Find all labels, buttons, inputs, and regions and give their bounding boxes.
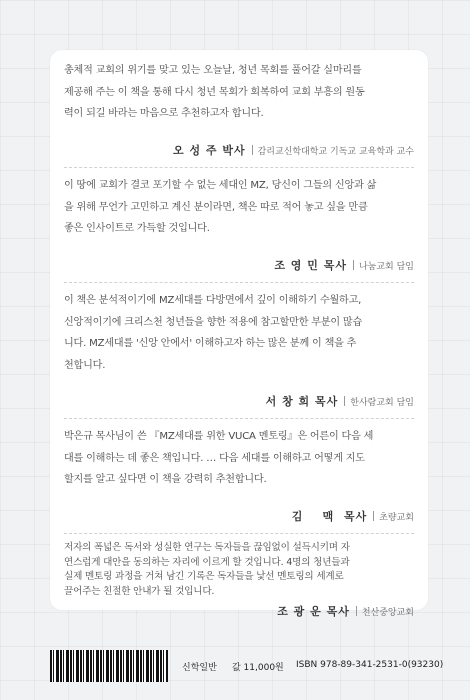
endorsement-4 xyxy=(64,426,414,523)
endorser-signature xyxy=(274,257,414,273)
endorser-affiliation: 천산중앙교회 xyxy=(361,608,414,618)
divider xyxy=(64,282,414,283)
separator xyxy=(252,145,253,155)
endorser-affiliation: 감리교신학대학교 기독교 교육학과 교수 xyxy=(257,147,414,157)
endorser-signature xyxy=(277,603,414,619)
endorser-signature xyxy=(266,393,414,409)
separator xyxy=(356,606,357,616)
isbn-label: ISBN 978-89-341-2531-0(93230) xyxy=(296,660,444,670)
endorser-affiliation: 나눔교회 담임 xyxy=(358,262,414,272)
endorsement-text: 총체적 교회의 위기를 맞고 있는 오늘날, 청년 목회를 풀어갈 실마리를 제공해 주는 이 책을 통해 다시 청년 목회가 회복하여 교회 부흥의 원동 력이 되길 바라는 마음으로 추천하고자 합니다. xyxy=(64,65,365,119)
endorsement-2 xyxy=(64,175,414,272)
divider xyxy=(64,418,414,419)
endorser-affiliation: 한사람교회 담임 xyxy=(350,398,414,408)
endorser-name: 조 광 운 목사 xyxy=(277,605,350,618)
category-label: 신학일반 xyxy=(182,663,217,673)
endorser-name: 서 창 희 목사 xyxy=(265,395,339,408)
price-label: 값 11,000원 xyxy=(232,663,284,673)
endorser-name: 오 성 주 박사 xyxy=(172,144,246,157)
divider xyxy=(64,167,414,168)
endorser-signature xyxy=(173,142,414,158)
endorser-affiliation: 초량교회 xyxy=(379,513,414,523)
separator xyxy=(344,396,345,406)
divider xyxy=(64,533,414,534)
endorsement-panel xyxy=(50,50,428,618)
endorsement-text: 저자의 폭넓은 독서와 성실한 연구는 독자들을 끊임없이 설득시키며 자 연스럽게 대안을 동의하는 자리에 이르게 할 것입니다. 4명의 청년들과 실제 멘토링 과정을 거쳐 남긴 기록은 독자들을 낯선 멘토링의 세계로 끌어주는 친절한 안내가 될 것입니다. xyxy=(64,542,350,597)
endorser-name: 조 영 민 목사 xyxy=(274,259,347,272)
book-footer xyxy=(50,650,444,682)
endorsement-text: 박은규 목사님이 쓴 『MZ세대를 위한 VUCA 멘토링』은 어른이 다음 세 대를 이해하는 데 좋은 책입니다. … 다음 세대를 이해하고 어떻게 지도 할지를 알고 싶다면 이 책을 강력히 추천합니다. xyxy=(64,431,374,485)
endorser-name: 김 맥 목사 xyxy=(291,510,368,523)
endorsement-text: 이 책은 분석적이기에 MZ세대를 다방면에서 깊이 이해하기 수월하고, 신앙적이기에 크리스천 청년들을 향한 적용에 참고할만한 부분이 많습 니다. MZ세대를 '신앙 안에서' 이해하고자 하는 많은 분께 이 책을 추 천합니다. xyxy=(64,295,363,371)
endorsement-3 xyxy=(64,290,414,408)
barcode-icon xyxy=(50,650,168,682)
endorser-signature xyxy=(292,508,414,524)
endorsement-text: 이 땅에 교회가 결코 포기할 수 없는 세대인 MZ, 당신이 그들의 신앙과 삶 을 위해 무언가 고민하고 계신 분이라면, 책은 따로 적어 놓고 싶을 만큼 좋은 인사이트로 가득할 것입니다. xyxy=(64,180,377,234)
endorsement-5 xyxy=(64,541,414,618)
endorsement-1 xyxy=(64,60,414,157)
separator xyxy=(353,260,354,270)
separator xyxy=(373,511,374,521)
